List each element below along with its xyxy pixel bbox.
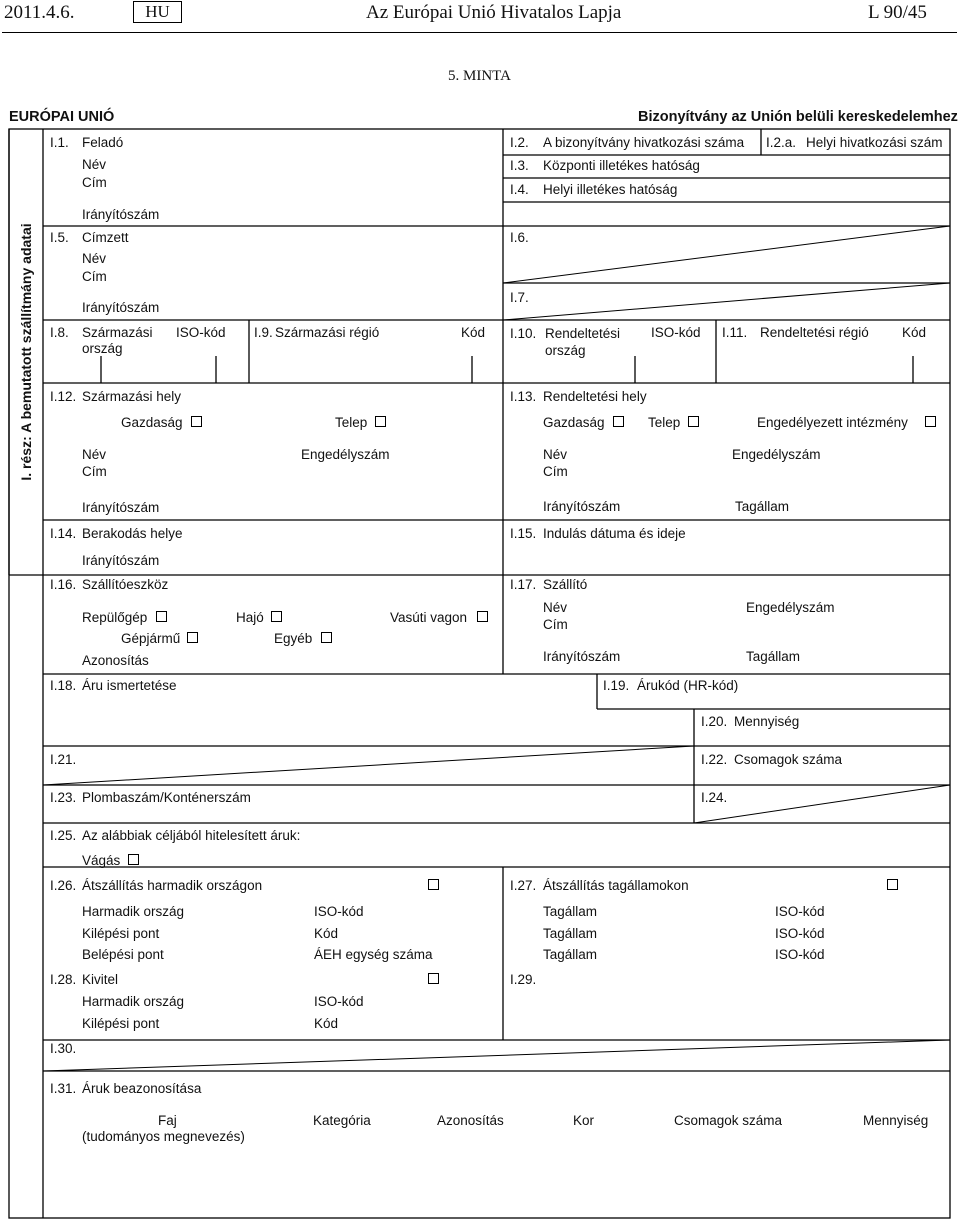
road-checkbox[interactable] — [187, 632, 198, 643]
model-title: 5. MINTA — [448, 68, 511, 84]
code-i4: I.4. — [510, 182, 529, 197]
transit-entry-label: Belépési pont — [82, 947, 164, 962]
origin-zip: Irányítószám — [82, 500, 160, 515]
code-i11: I.11. — [722, 325, 748, 340]
origin-holding-checkbox[interactable] — [191, 416, 202, 427]
code-i5: I.5. — [50, 230, 69, 245]
dest-body-checkbox[interactable] — [925, 416, 936, 427]
origin-place: Származási hely — [82, 389, 182, 404]
code-i17: I.17. — [510, 577, 537, 592]
packages-label: Csomagok száma — [734, 752, 843, 767]
dest-plant-checkbox[interactable] — [688, 416, 699, 427]
identification-label: Azonosítás — [82, 653, 149, 668]
transit-ms-iso-2: ISO-kód — [775, 926, 825, 941]
dest-body-label: Engedélyezett intézmény — [757, 415, 908, 430]
code-i28: I.28. — [50, 972, 77, 987]
code-i18: I.18. — [50, 678, 77, 693]
transport-means: Szállítóeszköz — [82, 577, 169, 592]
transit-ms-2: Tagállam — [543, 926, 598, 941]
code-i3: I.3. — [510, 158, 529, 173]
export-label: Kivitel — [82, 972, 119, 987]
code-i7: I.7. — [510, 290, 529, 305]
code-i26: I.26. — [50, 878, 77, 893]
origin-approval: Engedélyszám — [301, 447, 390, 462]
origin-country-b: ország — [82, 341, 123, 356]
export-checkbox[interactable] — [428, 973, 439, 984]
code-i10: I.10. — [510, 326, 537, 341]
transporter-address: Cím — [543, 617, 568, 632]
dest-zip: Irányítószám — [543, 499, 621, 514]
transit-exit-code: Kód — [314, 926, 339, 941]
slaughter-checkbox[interactable] — [128, 854, 139, 865]
aeroplane-checkbox[interactable] — [156, 611, 167, 622]
other-checkbox[interactable] — [321, 632, 332, 643]
dest-holding-checkbox[interactable] — [613, 416, 624, 427]
dest-country-b: ország — [545, 343, 586, 358]
transit-ms-3: Tagállam — [543, 947, 598, 962]
language-box: HU — [133, 1, 182, 23]
departure-date: Indulás dátuma és ideje — [543, 526, 686, 541]
code-i31: I.31. — [50, 1081, 77, 1096]
origin-address: Cím — [82, 464, 107, 479]
col-packages: Csomagok száma — [674, 1113, 783, 1128]
code-i16: I.16. — [50, 577, 77, 592]
consignee-label: Címzett — [82, 230, 129, 245]
code-i25: I.25. — [50, 828, 77, 843]
slaughter-label: Vágás — [82, 853, 121, 868]
dest-region: Rendeltetési régió — [760, 325, 869, 340]
certificate-ref: A bizonyítvány hivatkozási száma — [543, 135, 745, 150]
transporter-name: Név — [543, 600, 568, 615]
code-i6: I.6. — [510, 230, 529, 245]
dest-holding-label: Gazdaság — [543, 415, 605, 430]
transporter-approval: Engedélyszám — [746, 600, 835, 615]
transporter-label: Szállító — [543, 577, 588, 592]
code-i8: I.8. — [50, 325, 69, 340]
loading-place: Berakodás helye — [82, 526, 183, 541]
code-i2: I.2. — [510, 135, 529, 150]
transit-country-label: Harmadik ország — [82, 904, 185, 919]
consignor-address: Cím — [82, 175, 107, 190]
dest-approval: Engedélyszám — [732, 447, 821, 462]
origin-plant-label: Telep — [335, 415, 368, 430]
export-country-iso: ISO-kód — [314, 994, 364, 1009]
certificate-title: Bizonyítvány az Unión belüli kereskedelemhez — [638, 109, 958, 125]
origin-iso: ISO-kód — [176, 325, 226, 340]
transporter-member-state: Tagállam — [746, 649, 801, 664]
code-i1: I.1. — [50, 135, 69, 150]
origin-plant-checkbox[interactable] — [375, 416, 386, 427]
consignee-name: Név — [82, 251, 107, 266]
code-i22: I.22. — [701, 752, 728, 767]
header-date: 2011.4.6. — [4, 2, 75, 23]
seal-number: Plombaszám/Konténerszám — [82, 790, 251, 805]
export-country-label: Harmadik ország — [82, 994, 185, 1009]
origin-holding-label: Gazdaság — [121, 415, 183, 430]
dest-iso: ISO-kód — [651, 325, 701, 340]
journal-title: Az Európai Unió Hivatalos Lapja — [366, 2, 622, 23]
origin-region: Származási régió — [275, 325, 380, 340]
ship-label: Hajó — [236, 610, 264, 625]
code-i15: I.15. — [510, 526, 537, 541]
export-exit-label: Kilépési pont — [82, 1016, 160, 1031]
dest-member-state: Tagállam — [735, 499, 790, 514]
quantity-label: Mennyiség — [734, 714, 800, 729]
rail-checkbox[interactable] — [477, 611, 488, 622]
consignor-name: Név — [82, 157, 107, 172]
loading-zip: Irányítószám — [82, 553, 160, 568]
code-i2a: I.2.a. — [766, 135, 797, 150]
page-number: L 90/45 — [868, 2, 927, 23]
consignor-label: Feladó — [82, 135, 124, 150]
dest-name: Név — [543, 447, 568, 462]
local-ref: Helyi hivatkozási szám — [806, 135, 943, 150]
dest-country-a: Rendeltetési — [545, 326, 621, 341]
transit-third-country-checkbox[interactable] — [428, 879, 439, 890]
transit-ms-1: Tagállam — [543, 904, 598, 919]
transit-third-country: Átszállítás harmadik országon — [82, 878, 263, 893]
col-category: Kategória — [313, 1113, 371, 1128]
transit-ms-iso-3: ISO-kód — [775, 947, 825, 962]
code-i9: I.9. — [254, 325, 273, 340]
code-i14: I.14. — [50, 526, 77, 541]
transit-country-iso: ISO-kód — [314, 904, 364, 919]
consignee-address: Cím — [82, 269, 107, 284]
local-authority: Helyi illetékes hatóság — [543, 182, 678, 197]
side-label: I. rész: A bemutatott szállítmány adatai — [18, 223, 34, 481]
road-label: Gépjármű — [121, 631, 181, 646]
destination-place: Rendeltetési hely — [543, 389, 647, 404]
code-i23: I.23. — [50, 790, 77, 805]
code-i21: I.21. — [50, 752, 77, 767]
dest-plant-label: Telep — [648, 415, 681, 430]
eu-label: EURÓPAI UNIÓ — [9, 109, 115, 125]
transit-exit-label: Kilépési pont — [82, 926, 160, 941]
origin-region-code: Kód — [461, 325, 486, 340]
col-scientific-name: (tudományos megnevezés) — [82, 1129, 245, 1144]
code-i29: I.29. — [510, 972, 537, 987]
code-i20: I.20. — [701, 714, 728, 729]
goods-identification: Áruk beazonosítása — [82, 1081, 202, 1096]
consignor-zip: Irányítószám — [82, 207, 160, 222]
export-exit-code: Kód — [314, 1016, 339, 1031]
commodity-code: Árukód (HR-kód) — [637, 678, 739, 693]
code-i27: I.27. — [510, 878, 537, 893]
col-age: Kor — [573, 1113, 595, 1128]
aeroplane-label: Repülőgép — [82, 610, 148, 625]
col-quantity: Mennyiség — [863, 1113, 929, 1128]
transporter-zip: Irányítószám — [543, 649, 621, 664]
code-i13: I.13. — [510, 389, 537, 404]
consignee-zip: Irányítószám — [82, 300, 160, 315]
certified-for: Az alábbiak céljából hitelesített áruk: — [82, 828, 301, 843]
code-i12: I.12. — [50, 389, 77, 404]
central-authority: Központi illetékes hatóság — [543, 158, 700, 173]
origin-name: Név — [82, 447, 107, 462]
col-identification: Azonosítás — [437, 1113, 504, 1128]
code-i30: I.30. — [50, 1041, 77, 1056]
rail-label: Vasúti vagon — [390, 610, 468, 625]
ship-checkbox[interactable] — [271, 611, 282, 622]
dest-region-code: Kód — [902, 325, 927, 340]
transit-bip-number: ÁEH egység száma — [314, 947, 433, 962]
code-i24: I.24. — [701, 790, 728, 805]
transit-member-states-checkbox[interactable] — [887, 879, 898, 890]
transit-ms-iso-1: ISO-kód — [775, 904, 825, 919]
code-i19: I.19. — [603, 678, 630, 693]
origin-country-a: Származási — [82, 325, 153, 340]
dest-address: Cím — [543, 464, 568, 479]
other-label: Egyéb — [274, 631, 313, 646]
col-species: Faj — [158, 1113, 177, 1128]
transit-member-states: Átszállítás tagállamokon — [543, 878, 689, 893]
commodity-description: Áru ismertetése — [82, 678, 177, 693]
